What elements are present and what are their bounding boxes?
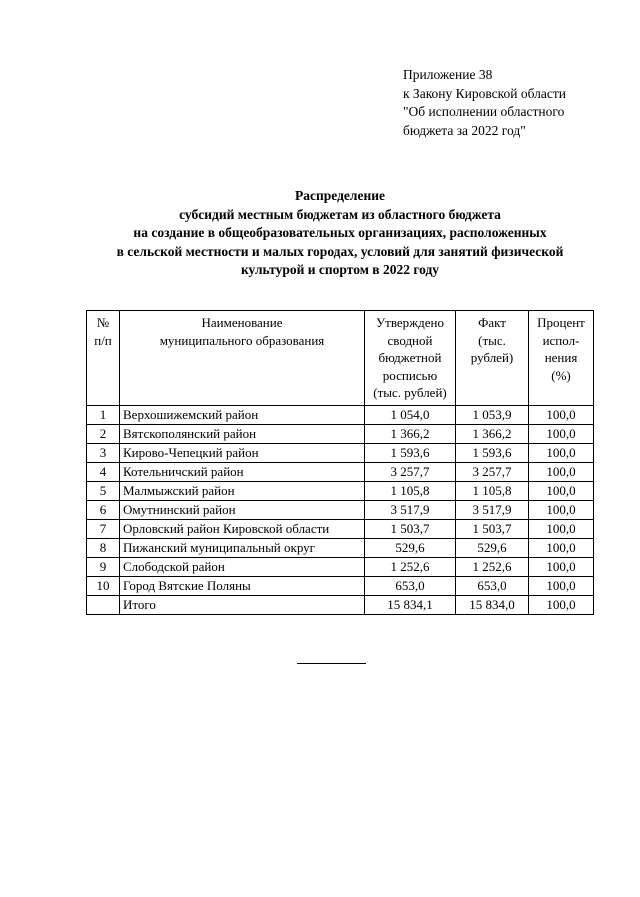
table-row	[87, 462, 594, 481]
table-row	[87, 500, 594, 519]
cell-plan: 15 834,1	[365, 595, 456, 614]
cell-fact: 1 105,8	[456, 481, 529, 500]
cell-name: Орловский район Кировской области	[120, 519, 365, 538]
cell-name: Омутнинский район	[120, 500, 365, 519]
table-row	[87, 538, 594, 557]
cell-pct: 100,0	[529, 576, 594, 595]
cell-num	[87, 595, 120, 614]
cell-pct: 100,0	[529, 519, 594, 538]
appendix-line: бюджета за 2022 год"	[403, 122, 526, 138]
cell-num: 7	[87, 519, 120, 538]
table-row	[87, 424, 594, 443]
cell-pct: 100,0	[529, 557, 594, 576]
table-header-row	[87, 311, 594, 406]
cell-name: Малмыжский район	[120, 481, 365, 500]
cell-plan: 653,0	[365, 576, 456, 595]
cell-plan: 3 517,9	[365, 500, 456, 519]
cell-fact: 1 053,9	[456, 405, 529, 424]
title-line: субсидий местным бюджетам из областного бюджета	[179, 206, 501, 222]
cell-fact: 529,6	[456, 538, 529, 557]
title-line: в сельской местности и малых городах, условий для занятий физической	[116, 243, 564, 259]
header-num: № п/п	[87, 311, 120, 406]
cell-fact: 1 593,6	[456, 443, 529, 462]
cell-fact: 1 366,2	[456, 424, 529, 443]
cell-fact: 3 517,9	[456, 500, 529, 519]
cell-plan: 1 593,6	[365, 443, 456, 462]
cell-fact: 653,0	[456, 576, 529, 595]
cell-name: Котельничский район	[120, 462, 365, 481]
cell-num: 4	[87, 462, 120, 481]
table-row	[87, 405, 594, 424]
cell-plan: 1 054,0	[365, 405, 456, 424]
cell-num: 2	[87, 424, 120, 443]
title-line: Распределение	[294, 188, 386, 203]
cell-pct: 100,0	[529, 481, 594, 500]
cell-num: 8	[87, 538, 120, 557]
cell-num: 3	[87, 443, 120, 462]
cell-name: Кирово-Чепецкий район	[120, 443, 365, 462]
cell-num: 1	[87, 405, 120, 424]
cell-plan: 3 257,7	[365, 462, 456, 481]
cell-pct: 100,0	[529, 443, 594, 462]
title-line: культурой и спортом в 2022 году	[240, 262, 440, 277]
cell-plan: 1 366,2	[365, 424, 456, 443]
cell-num: 5	[87, 481, 120, 500]
cell-num: 6	[87, 500, 120, 519]
cell-fact: 15 834,0	[456, 595, 529, 614]
cell-pct: 100,0	[529, 500, 594, 519]
cell-plan: 529,6	[365, 538, 456, 557]
cell-plan: 1 252,6	[365, 557, 456, 576]
table-row	[87, 576, 594, 595]
appendix-line: "Об исполнении областного	[403, 104, 565, 119]
cell-pct: 100,0	[529, 538, 594, 557]
appendix-block	[403, 66, 566, 140]
header-plan: Утверждено сводной бюджетной росписью (тыс. рублей)	[365, 311, 456, 406]
table-row	[87, 481, 594, 500]
cell-name: Итого	[120, 595, 365, 614]
cell-name: Верхошижемский район	[120, 405, 365, 424]
cell-name: Город Вятские Поляны	[120, 576, 365, 595]
cell-fact: 3 257,7	[456, 462, 529, 481]
cell-num: 9	[87, 557, 120, 576]
cell-name: Слободской район	[120, 557, 365, 576]
table-row	[87, 443, 594, 462]
header-fact: Факт (тыс. рублей)	[456, 311, 529, 406]
table-row	[87, 519, 594, 538]
cell-pct: 100,0	[529, 462, 594, 481]
subsidy-table	[86, 310, 594, 615]
end-divider	[297, 663, 366, 664]
table-row	[87, 557, 594, 576]
cell-plan: 1 105,8	[365, 481, 456, 500]
title-line: на создание в общеобразовательных организациях, расположенных	[133, 225, 547, 240]
cell-pct: 100,0	[529, 424, 594, 443]
cell-num: 10	[87, 576, 120, 595]
header-percent: Процент испол- нения (%)	[529, 311, 594, 406]
cell-pct: 100,0	[529, 405, 594, 424]
cell-pct: 100,0	[529, 595, 594, 614]
document-title	[80, 187, 600, 280]
appendix-line: Приложение 38	[403, 67, 493, 82]
cell-name: Вятскополянский район	[120, 424, 365, 443]
cell-fact: 1 252,6	[456, 557, 529, 576]
header-name: Наименование муниципального образования	[120, 311, 365, 406]
appendix-line: к Закону Кировской области	[403, 85, 567, 101]
cell-plan: 1 503,7	[365, 519, 456, 538]
table-total-row	[87, 595, 594, 614]
cell-name: Пижанский муниципальный округ	[120, 538, 365, 557]
cell-fact: 1 503,7	[456, 519, 529, 538]
